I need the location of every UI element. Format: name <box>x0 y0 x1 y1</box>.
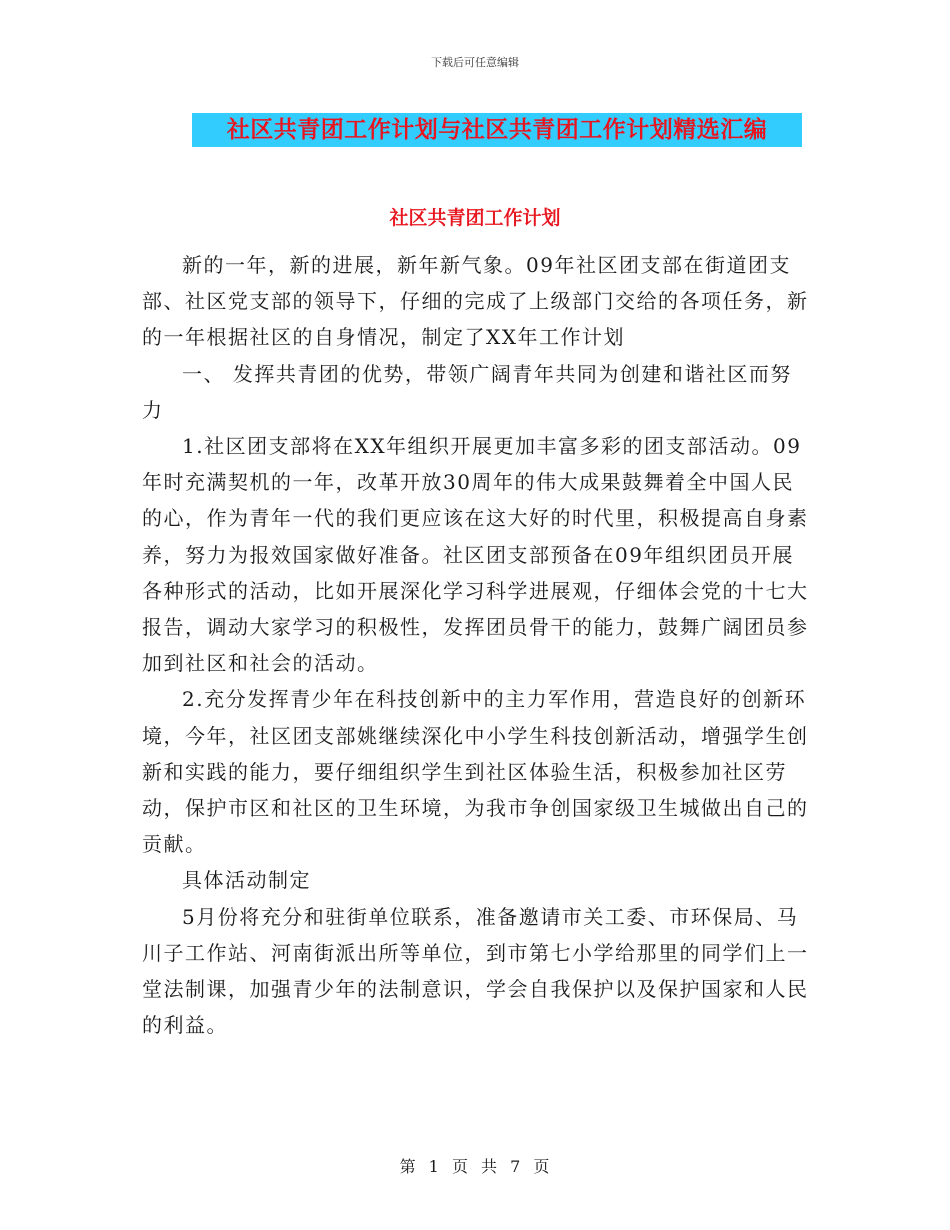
paragraph: 5月份将充分和驻街单位联系，准备邀请市关工委、市环保局、马川子工作站、河南街派出所等单位，到市第七小学给那里的同学们上一堂法制课，加强青少年的法制意识，学会自我保护以及保护国家和人民的利益。 <box>142 904 809 1038</box>
header-note: 下载后可任意编辑 <box>431 56 519 69</box>
paragraph: 一、 发挥共青团的优势，带领广阔青年共同为创建和谐社区而努力 <box>142 361 792 422</box>
document-body <box>142 247 810 1043</box>
paragraph: 新的一年，新的进展，新年新气象。09年社区团支部在街道团支部、社区党支部的领导下，仔细的完成了上级部门交给的各项任务，新的一年根据社区的自身情况，制定了XX年工作计划 <box>142 253 809 350</box>
section-title: 社区共青团工作计划 <box>389 207 561 229</box>
paragraph: 具体活动制定 <box>182 868 311 893</box>
paragraph: 2.充分发挥青少年在科技创新中的主力军作用，营造良好的创新环境，今年，社区团支部姚继续深化中小学生科技创新活动，增强学生创新和实践的能力，要仔细组织学生到社区体验生活，积极参加社区劳动，保护市区和社区的卫生环境，为我市争创国家级卫生城做出自己的贡献。 <box>142 687 809 857</box>
document-title: 社区共青团工作计划与社区共青团工作计划精选汇编 <box>192 113 802 147</box>
page-indicator: 第 1 页 共 7 页 <box>399 1157 551 1176</box>
paragraph: 1.社区团支部将在XX年组织开展更加丰富多彩的团支部活动。09年时充满契机的一年，改革开放30周年的伟大成果鼓舞着全中国人民的心，作为青年一代的我们更应该在这大好的时代里，积极提高自身素养，努力为报效国家做好准备。社区团支部预备在09年组织团员开展各种形式的活动，比如开展深化学习科学进展观，仔细体会党的十七大报告，调动大家学习的积极性，发挥团员骨干的能力，鼓舞广阔团员参加到社区和社会的活动。 <box>142 434 809 676</box>
